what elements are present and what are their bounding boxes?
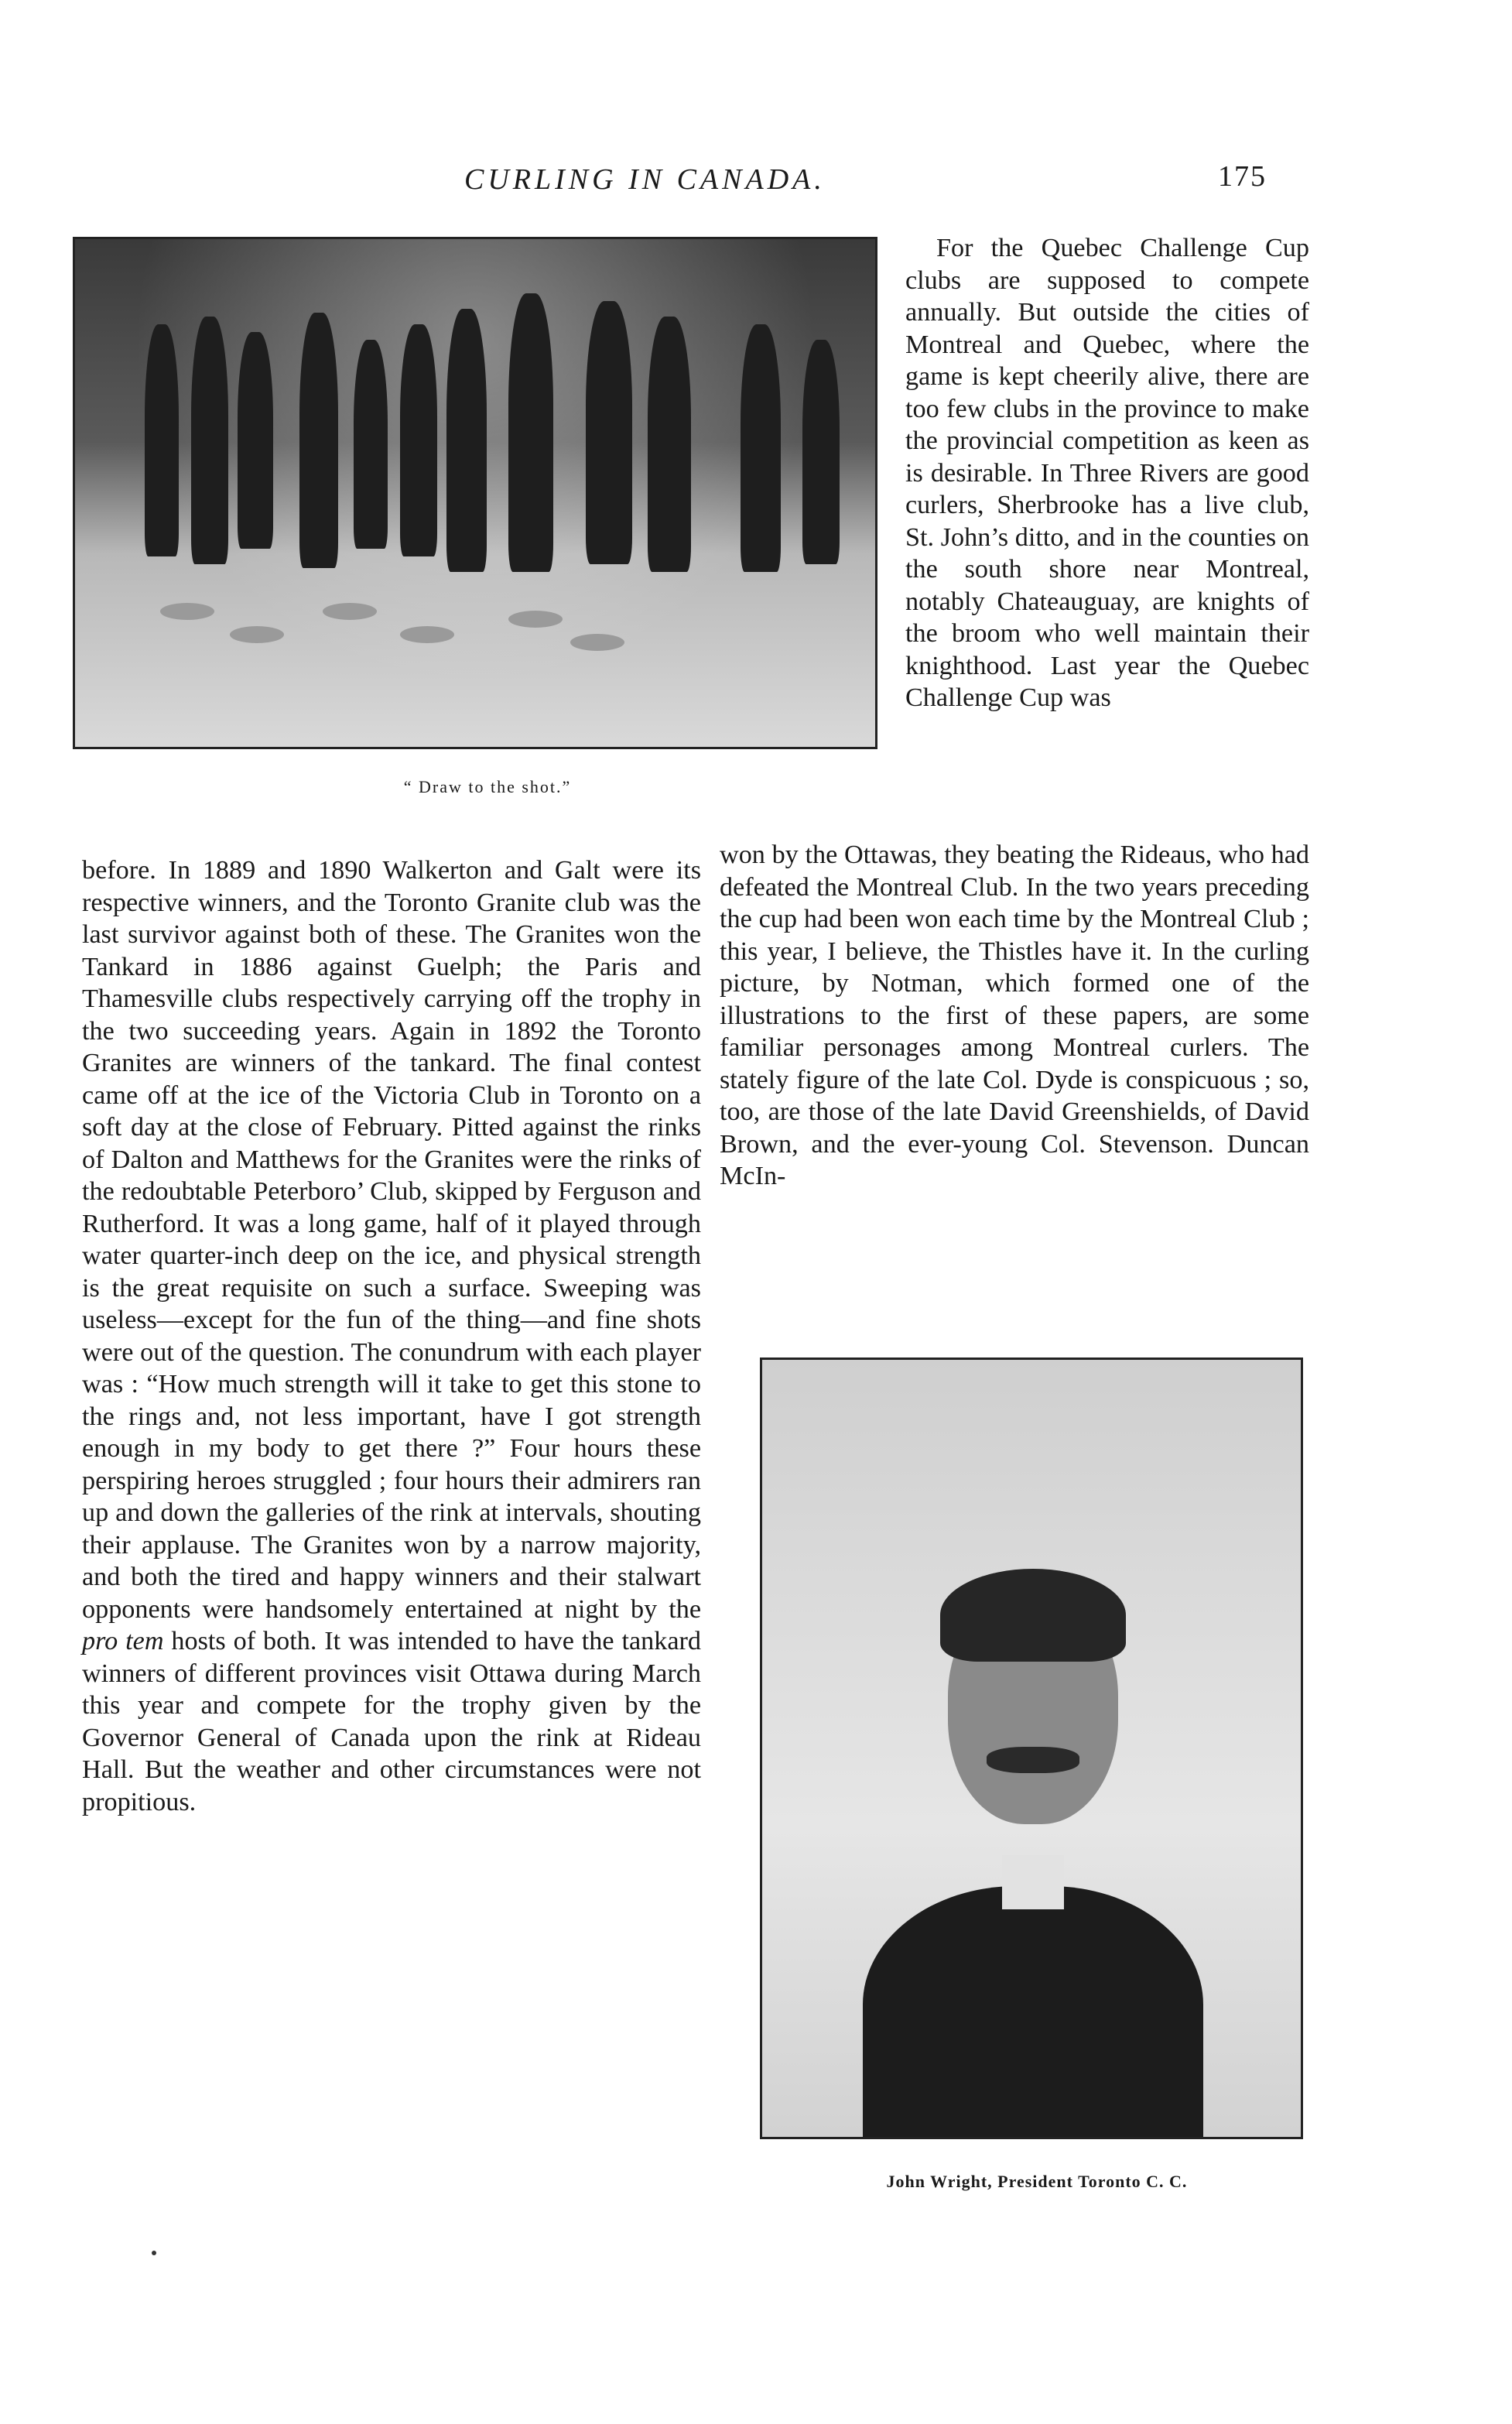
running-title: CURLING IN CANADA. bbox=[464, 163, 826, 196]
curling-photo-caption: “ Draw to the shot.” bbox=[403, 777, 572, 796]
paragraph-quebec-challenge: For the Quebec Challenge Cup clubs are supposed to compete annually. But outside the cities of Montreal and Quebec, where the game is kept cheerily alive, there are too few clubs in the province to make the provincial competition as keen as is desirable. In Three Rivers are good curlers, Sherbrooke has a live club, St. John’s ditto, and in the counties on the south shore near Montreal, notably Chateauguay, are knights of the broom who well maintain their knighthood. Last year the Quebec Challenge Cup was bbox=[905, 234, 1309, 712]
italic-pro-tem: pro tem bbox=[82, 1627, 164, 1655]
portrait-photo-caption: John Wright, President Toronto C. C. bbox=[886, 2172, 1188, 2191]
curling-photograph bbox=[73, 237, 877, 749]
paragraph-tankard bbox=[82, 854, 701, 1818]
paragraph-ottawas: won by the Ottawas, they beating the Rideaus, who had defeated the Montreal Club. In the two years preceding the cup had been won each time by the Montreal Club ; this year, I believe, the Thistles have it. In the curling picture, by Notman, which formed one of the illustrations to the first of these papers, are some familiar personages among Montreal curlers. The stately figure of the late Col. Dyde is conspicuous ; so, too, are those of the late David Greenshields, of David Brown, and the ever-young Col. Stevenson. Duncan McIn- bbox=[720, 841, 1309, 1190]
right-column-text bbox=[905, 232, 1309, 714]
left-column-text bbox=[82, 854, 701, 1818]
tankard-text-part-1: before. In 1889 and 1890 Walkerton and Galt were its respective winners, and the Toronto Granite club was the last survivor against both of these. The Granites won the Tankard in 1886 against Guelph; the Paris and Thamesville clubs respectively carrying off the trophy in the two succeeding years. Again in 1892 the Toronto Granites are winners of the tankard. The final contest came off at the ice of the Victoria Club in Toronto on a soft day at the close of February. Pitted against the rinks of Dalton and Matthews for the Granites were the rinks of the redoubtable Peterboro’ Club, skipped by Ferguson and Rutherford. It was a long game, half of it played through water quarter-inch deep on the ice, and physical strength is the great requisite on such a surface. Sweeping was useless—except for the fun of the thing—and fine shots were out of the question. The conundrum with each player was : “How much strength will it take to get this stone to the rings and, not less important, have I got strength enough in my body to get there ?” Four hours these perspiring heroes struggled ; four hours their admirers ran up and down the galleries of the rink at intervals, shouting their applause. The Granites won by a narrow majority, and both the tired and happy winners and their stalwart opponents were handsomely entertained at night by the bbox=[82, 856, 701, 1624]
portrait-photograph bbox=[760, 1358, 1303, 2139]
wide-column-text bbox=[720, 839, 1309, 1193]
ink-mark bbox=[152, 2251, 156, 2255]
page-number: 175 bbox=[1218, 160, 1267, 193]
tankard-text-part-2: hosts of both. It was intended to have the tankard winners of different provinces visit Ottawa during March this year and compete for the trophy given by the Governor General of Canada upon the rink at Rideau Hall. But the weather and other circumstances were not propitious. bbox=[82, 1627, 701, 1816]
